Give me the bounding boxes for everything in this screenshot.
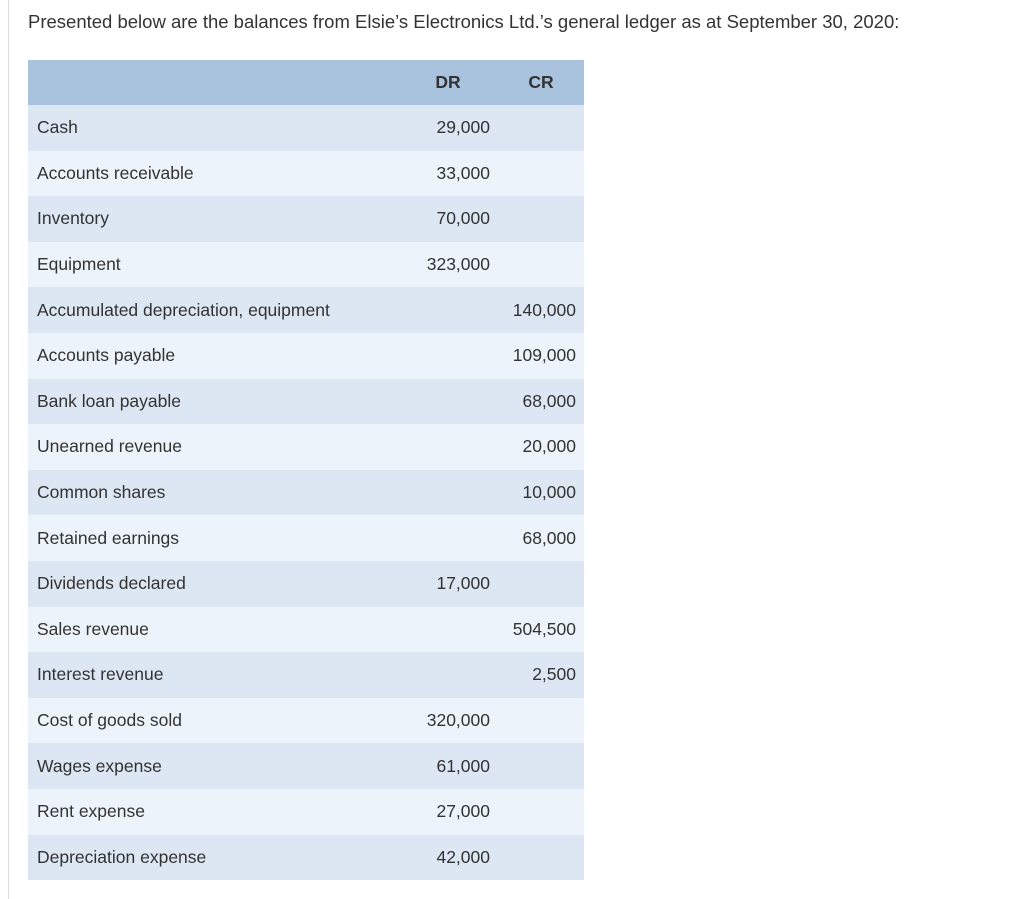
table-row xyxy=(28,287,584,333)
table-row xyxy=(28,835,584,881)
credit-amount: 504,500 xyxy=(512,618,576,639)
table-row xyxy=(28,196,584,242)
account-name: Bank loan payable xyxy=(37,390,181,411)
table-row xyxy=(28,652,584,698)
account-name: Wages expense xyxy=(37,755,162,776)
debit-amount xyxy=(388,607,498,653)
account-name: Accounts receivable xyxy=(37,162,194,183)
debit-amount: 29,000 xyxy=(436,117,490,138)
credit-amount: 140,000 xyxy=(512,299,576,320)
account-name: Rent expense xyxy=(37,801,145,822)
table-row xyxy=(28,151,584,197)
table-row xyxy=(28,242,584,288)
credit-amount xyxy=(498,105,584,151)
credit-amount: 109,000 xyxy=(512,345,576,366)
debit-amount xyxy=(388,379,498,425)
table-row xyxy=(28,789,584,835)
debit-amount: 33,000 xyxy=(436,162,490,183)
debit-amount: 42,000 xyxy=(436,846,490,867)
account-name: Accounts payable xyxy=(37,345,176,366)
credit-amount: 68,000 xyxy=(522,527,576,548)
debit-amount: 323,000 xyxy=(426,254,490,275)
credit-amount xyxy=(498,698,584,744)
account-name: Equipment xyxy=(37,254,121,275)
ledger-table xyxy=(28,60,584,880)
table-row xyxy=(28,105,584,151)
credit-amount: 68,000 xyxy=(522,390,576,411)
account-name: Dividends declared xyxy=(37,573,186,594)
table-header-row xyxy=(28,60,584,105)
account-name: Sales revenue xyxy=(37,618,149,639)
header-cr: CR xyxy=(528,72,554,92)
table-row xyxy=(28,379,584,425)
debit-amount xyxy=(388,333,498,379)
account-name: Cost of goods sold xyxy=(37,710,182,731)
table-row xyxy=(28,607,584,653)
left-border-rule xyxy=(8,0,9,899)
account-name: Interest revenue xyxy=(37,664,164,685)
credit-amount: 10,000 xyxy=(522,482,576,503)
credit-amount xyxy=(498,196,584,242)
debit-amount: 61,000 xyxy=(436,755,490,776)
account-name: Common shares xyxy=(37,482,166,503)
credit-amount xyxy=(498,789,584,835)
debit-amount xyxy=(388,287,498,333)
account-name: Retained earnings xyxy=(37,527,180,548)
table-row xyxy=(28,515,584,561)
debit-amount xyxy=(388,515,498,561)
debit-amount xyxy=(388,470,498,516)
table-row xyxy=(28,698,584,744)
credit-amount: 2,500 xyxy=(532,664,576,685)
debit-amount: 27,000 xyxy=(436,801,490,822)
table-row xyxy=(28,470,584,516)
debit-amount xyxy=(388,424,498,470)
debit-amount: 17,000 xyxy=(436,573,490,594)
credit-amount xyxy=(498,242,584,288)
debit-amount: 70,000 xyxy=(436,208,490,229)
credit-amount xyxy=(498,743,584,789)
header-dr: DR xyxy=(435,72,461,92)
table-row xyxy=(28,333,584,379)
header-account xyxy=(28,60,388,105)
debit-amount: 320,000 xyxy=(426,710,490,731)
credit-amount xyxy=(498,561,584,607)
table-row xyxy=(28,561,584,607)
credit-amount xyxy=(498,151,584,197)
account-name: Depreciation expense xyxy=(37,846,207,867)
credit-amount xyxy=(498,835,584,881)
account-name: Cash xyxy=(37,117,78,138)
table-row xyxy=(28,743,584,789)
account-name: Accumulated depreciation, equipment xyxy=(37,299,330,320)
table-row xyxy=(28,424,584,470)
debit-amount xyxy=(388,652,498,698)
account-name: Unearned revenue xyxy=(37,436,182,457)
account-name: Inventory xyxy=(37,208,109,229)
credit-amount: 20,000 xyxy=(522,436,576,457)
intro-text: Presented below are the balances from Elsie’s Electronics Ltd.’s general ledger as at September 30, 2020: xyxy=(28,11,900,32)
